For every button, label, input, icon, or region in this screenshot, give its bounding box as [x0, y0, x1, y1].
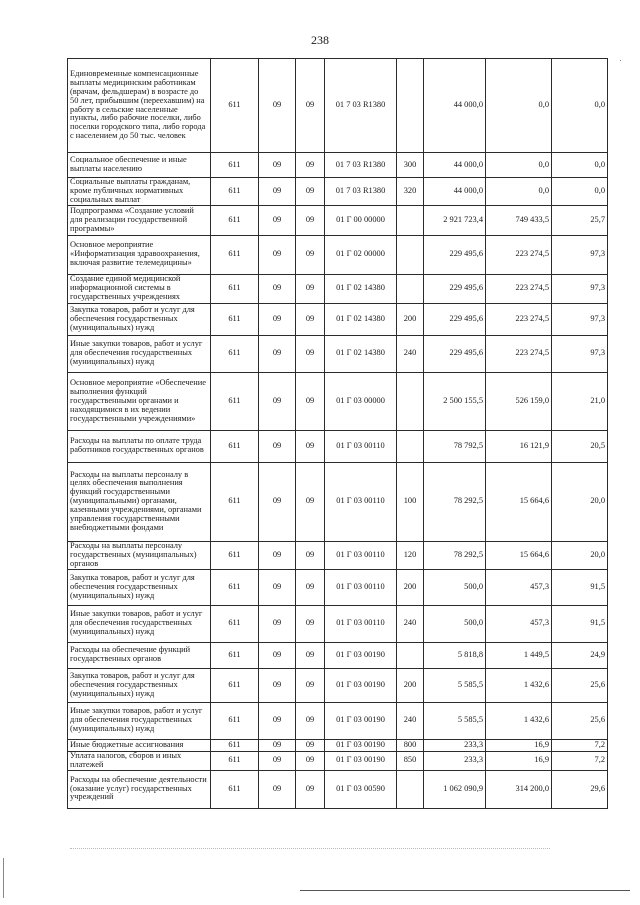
bottom-rule [300, 890, 630, 891]
row-code: 611 [211, 153, 259, 178]
row-code: 611 [211, 430, 259, 462]
row-percent: 7,2 [552, 739, 608, 751]
row-plan-amount: 2 500 155,5 [424, 372, 486, 430]
row-actual-amount: 16 121,9 [486, 430, 552, 462]
row-plan-amount: 44 000,0 [424, 59, 486, 153]
row-subsection: 09 [296, 178, 325, 206]
row-subsection: 09 [296, 605, 325, 642]
row-target-article: 01 Г 03 00190 [325, 739, 397, 751]
row-target-article: 01 Г 03 00190 [325, 702, 397, 739]
row-actual-amount: 0,0 [486, 178, 552, 206]
row-actual-amount: 16,9 [486, 751, 552, 770]
row-section: 09 [259, 274, 296, 303]
budget-table [67, 58, 608, 809]
row-name: Иные бюджетные ассигнования [68, 739, 211, 751]
row-actual-amount: 1 432,6 [486, 668, 552, 702]
row-subsection: 09 [296, 430, 325, 462]
row-target-article: 01 Г 03 00190 [325, 668, 397, 702]
row-name: Закупка товаров, работ и услуг для обеспечения государственных (муниципальных) нужд [68, 303, 211, 335]
row-name: Закупка товаров, работ и услуг для обеспечения государственных (муниципальных) нужд [68, 569, 211, 605]
row-percent: 0,0 [552, 153, 608, 178]
row-target-article: 01 Г 00 00000 [325, 205, 397, 235]
row-expense-type: 800 [397, 739, 424, 751]
row-percent: 7,2 [552, 751, 608, 770]
table-row [68, 335, 608, 372]
row-name: Закупка товаров, работ и услуг для обеспечения государственных (муниципальных) нужд [68, 668, 211, 702]
row-code: 611 [211, 702, 259, 739]
table-row [68, 739, 608, 751]
row-subsection: 09 [296, 770, 325, 808]
row-section: 09 [259, 668, 296, 702]
table-row [68, 430, 608, 462]
row-code: 611 [211, 642, 259, 668]
table-row [68, 235, 608, 274]
table-row [68, 702, 608, 739]
table-row [68, 751, 608, 770]
row-actual-amount: 749 433,5 [486, 205, 552, 235]
row-section: 09 [259, 235, 296, 274]
row-percent: 29,6 [552, 770, 608, 808]
row-actual-amount: 223 274,5 [486, 335, 552, 372]
row-actual-amount: 1 432,6 [486, 702, 552, 739]
row-plan-amount: 44 000,0 [424, 153, 486, 178]
row-target-article: 01 Г 03 00110 [325, 430, 397, 462]
row-actual-amount: 223 274,5 [486, 274, 552, 303]
row-name: Уплата налогов, сборов и иных платежей [68, 751, 211, 770]
row-expense-type [397, 235, 424, 274]
row-subsection: 09 [296, 153, 325, 178]
row-section: 09 [259, 372, 296, 430]
scan-dotted-line [70, 848, 550, 849]
table-row [68, 178, 608, 206]
row-plan-amount: 78 292,5 [424, 541, 486, 569]
row-expense-type [397, 205, 424, 235]
row-plan-amount: 44 000,0 [424, 178, 486, 206]
row-expense-type: 850 [397, 751, 424, 770]
row-name: Расходы на выплаты по оплате труда работников государственных органов [68, 430, 211, 462]
row-section: 09 [259, 605, 296, 642]
row-actual-amount: 526 159,0 [486, 372, 552, 430]
row-target-article: 01 Г 03 00590 [325, 770, 397, 808]
row-actual-amount: 0,0 [486, 153, 552, 178]
row-target-article: 01 Г 02 14380 [325, 335, 397, 372]
row-percent: 97,3 [552, 303, 608, 335]
row-plan-amount: 233,3 [424, 739, 486, 751]
row-subsection: 09 [296, 274, 325, 303]
row-name: Социальное обеспечение и иные выплаты населению [68, 153, 211, 178]
row-target-article: 01 Г 02 14380 [325, 274, 397, 303]
row-expense-type: 200 [397, 569, 424, 605]
row-code: 611 [211, 205, 259, 235]
row-code: 611 [211, 605, 259, 642]
row-subsection: 09 [296, 462, 325, 541]
row-section: 09 [259, 178, 296, 206]
row-target-article: 01 Г 02 14380 [325, 303, 397, 335]
row-section: 09 [259, 569, 296, 605]
row-target-article: 01 Г 02 00000 [325, 235, 397, 274]
row-target-article: 01 Г 03 00110 [325, 569, 397, 605]
row-section: 09 [259, 59, 296, 153]
row-expense-type [397, 59, 424, 153]
row-section: 09 [259, 153, 296, 178]
row-expense-type: 240 [397, 702, 424, 739]
row-name: Иные закупки товаров, работ и услуг для обеспечения государственных (муниципальных) нужд [68, 605, 211, 642]
row-code: 611 [211, 462, 259, 541]
row-percent: 24,9 [552, 642, 608, 668]
row-plan-amount: 78 292,5 [424, 462, 486, 541]
row-subsection: 09 [296, 541, 325, 569]
row-plan-amount: 5 585,5 [424, 668, 486, 702]
row-expense-type: 200 [397, 668, 424, 702]
row-section: 09 [259, 770, 296, 808]
row-actual-amount: 457,3 [486, 569, 552, 605]
row-target-article: 01 Г 03 00110 [325, 605, 397, 642]
table-row [68, 668, 608, 702]
row-section: 09 [259, 702, 296, 739]
row-subsection: 09 [296, 303, 325, 335]
row-code: 611 [211, 235, 259, 274]
row-plan-amount: 500,0 [424, 569, 486, 605]
row-plan-amount: 78 792,5 [424, 430, 486, 462]
row-expense-type: 120 [397, 541, 424, 569]
row-code: 611 [211, 751, 259, 770]
row-code: 611 [211, 178, 259, 206]
row-actual-amount: 0,0 [486, 59, 552, 153]
row-target-article: 01 Г 03 00000 [325, 372, 397, 430]
row-percent: 25,7 [552, 205, 608, 235]
row-plan-amount: 5 818,8 [424, 642, 486, 668]
table-row [68, 153, 608, 178]
row-expense-type [397, 770, 424, 808]
row-percent: 20,0 [552, 541, 608, 569]
table-row [68, 605, 608, 642]
row-percent: 97,3 [552, 274, 608, 303]
row-expense-type: 240 [397, 335, 424, 372]
row-name: Расходы на обеспечение функций государственных органов [68, 642, 211, 668]
row-expense-type [397, 430, 424, 462]
row-code: 611 [211, 569, 259, 605]
row-section: 09 [259, 205, 296, 235]
row-percent: 20,0 [552, 462, 608, 541]
row-percent: 25,6 [552, 702, 608, 739]
row-plan-amount: 500,0 [424, 605, 486, 642]
row-plan-amount: 2 921 723,4 [424, 205, 486, 235]
row-name: Расходы на выплаты персоналу в целях обеспечения выполнения функций государственными (муниципальными) органами, казенными учреждениями, органами управления государственными внебюджетными фондами [68, 462, 211, 541]
row-plan-amount: 229 495,6 [424, 303, 486, 335]
page-number: 238 [311, 33, 329, 47]
row-section: 09 [259, 462, 296, 541]
row-actual-amount: 223 274,5 [486, 303, 552, 335]
row-code: 611 [211, 335, 259, 372]
row-target-article: 01 7 03 R1380 [325, 59, 397, 153]
row-expense-type [397, 642, 424, 668]
row-code: 611 [211, 770, 259, 808]
row-percent: 20,5 [552, 430, 608, 462]
row-code: 611 [211, 274, 259, 303]
row-name: Создание единой медицинской информационной системы в государственных учреждениях [68, 274, 211, 303]
row-name: Расходы на обеспечение деятельности (оказание услуг) государственных учреждений [68, 770, 211, 808]
row-code: 611 [211, 59, 259, 153]
row-target-article: 01 Г 03 00190 [325, 751, 397, 770]
row-plan-amount: 5 585,5 [424, 702, 486, 739]
row-name: Социальные выплаты гражданам, кроме публичных нормативных социальных выплат [68, 178, 211, 206]
row-plan-amount: 233,3 [424, 751, 486, 770]
row-name: Подпрограмма «Создание условий для реализации государственной программы» [68, 205, 211, 235]
row-target-article: 01 Г 03 00110 [325, 462, 397, 541]
row-target-article: 01 Г 03 00110 [325, 541, 397, 569]
row-name: Единовременные компенсационные выплаты медицинским работникам (врачам, фельдшерам) в возрасте до 50 лет, прибывшим (переехавшим) на работу в сельские населенные пункты, либо рабочие поселки, либо поселки городского типа, либо города с населением до 50 тыс. человек [68, 59, 211, 153]
row-percent: 21,0 [552, 372, 608, 430]
row-actual-amount: 314 200,0 [486, 770, 552, 808]
table-row [68, 59, 608, 153]
row-plan-amount: 229 495,6 [424, 274, 486, 303]
scan-mark [3, 858, 4, 898]
row-actual-amount: 15 664,6 [486, 541, 552, 569]
row-expense-type: 320 [397, 178, 424, 206]
row-name: Расходы на выплаты персоналу государственных (муниципальных) органов [68, 541, 211, 569]
row-subsection: 09 [296, 739, 325, 751]
table-row [68, 770, 608, 808]
row-subsection: 09 [296, 668, 325, 702]
row-section: 09 [259, 751, 296, 770]
row-expense-type [397, 274, 424, 303]
row-name: Основное мероприятие «Информатизация здравоохранения, включая развитие телемедицины» [68, 235, 211, 274]
row-code: 611 [211, 372, 259, 430]
row-code: 611 [211, 541, 259, 569]
row-target-article: 01 7 03 R1380 [325, 178, 397, 206]
row-subsection: 09 [296, 235, 325, 274]
row-section: 09 [259, 541, 296, 569]
row-code: 611 [211, 303, 259, 335]
row-actual-amount: 457,3 [486, 605, 552, 642]
row-actual-amount: 16,9 [486, 739, 552, 751]
row-subsection: 09 [296, 335, 325, 372]
row-percent: 97,3 [552, 235, 608, 274]
row-actual-amount: 1 449,5 [486, 642, 552, 668]
row-subsection: 09 [296, 569, 325, 605]
row-percent: 91,5 [552, 569, 608, 605]
table-row [68, 462, 608, 541]
row-expense-type [397, 372, 424, 430]
scan-mark [620, 60, 621, 61]
table-row [68, 541, 608, 569]
row-actual-amount: 223 274,5 [486, 235, 552, 274]
row-subsection: 09 [296, 642, 325, 668]
row-expense-type: 200 [397, 303, 424, 335]
row-plan-amount: 229 495,6 [424, 235, 486, 274]
row-section: 09 [259, 430, 296, 462]
table-row [68, 372, 608, 430]
row-expense-type: 240 [397, 605, 424, 642]
row-percent: 25,6 [552, 668, 608, 702]
row-expense-type: 300 [397, 153, 424, 178]
row-actual-amount: 15 664,6 [486, 462, 552, 541]
row-percent: 91,5 [552, 605, 608, 642]
table-row [68, 569, 608, 605]
row-section: 09 [259, 642, 296, 668]
table-row [68, 642, 608, 668]
row-subsection: 09 [296, 702, 325, 739]
row-section: 09 [259, 739, 296, 751]
row-subsection: 09 [296, 372, 325, 430]
table-row [68, 274, 608, 303]
row-percent: 0,0 [552, 178, 608, 206]
table-row [68, 205, 608, 235]
row-target-article: 01 7 03 R1380 [325, 153, 397, 178]
row-name: Иные закупки товаров, работ и услуг для обеспечения государственных (муниципальных) нужд [68, 702, 211, 739]
row-name: Иные закупки товаров, работ и услуг для обеспечения государственных (муниципальных) нужд [68, 335, 211, 372]
row-subsection: 09 [296, 59, 325, 153]
row-percent: 97,3 [552, 335, 608, 372]
table-row [68, 303, 608, 335]
table-body [68, 59, 608, 809]
row-percent: 0,0 [552, 59, 608, 153]
row-plan-amount: 1 062 090,9 [424, 770, 486, 808]
row-subsection: 09 [296, 751, 325, 770]
row-target-article: 01 Г 03 00190 [325, 642, 397, 668]
row-section: 09 [259, 303, 296, 335]
row-section: 09 [259, 335, 296, 372]
row-code: 611 [211, 668, 259, 702]
row-subsection: 09 [296, 205, 325, 235]
row-code: 611 [211, 739, 259, 751]
row-name: Основное мероприятие «Обеспечение выполнения функций государственными органами и находящимися в их ведении государственными учреждениями» [68, 372, 211, 430]
row-plan-amount: 229 495,6 [424, 335, 486, 372]
row-expense-type: 100 [397, 462, 424, 541]
